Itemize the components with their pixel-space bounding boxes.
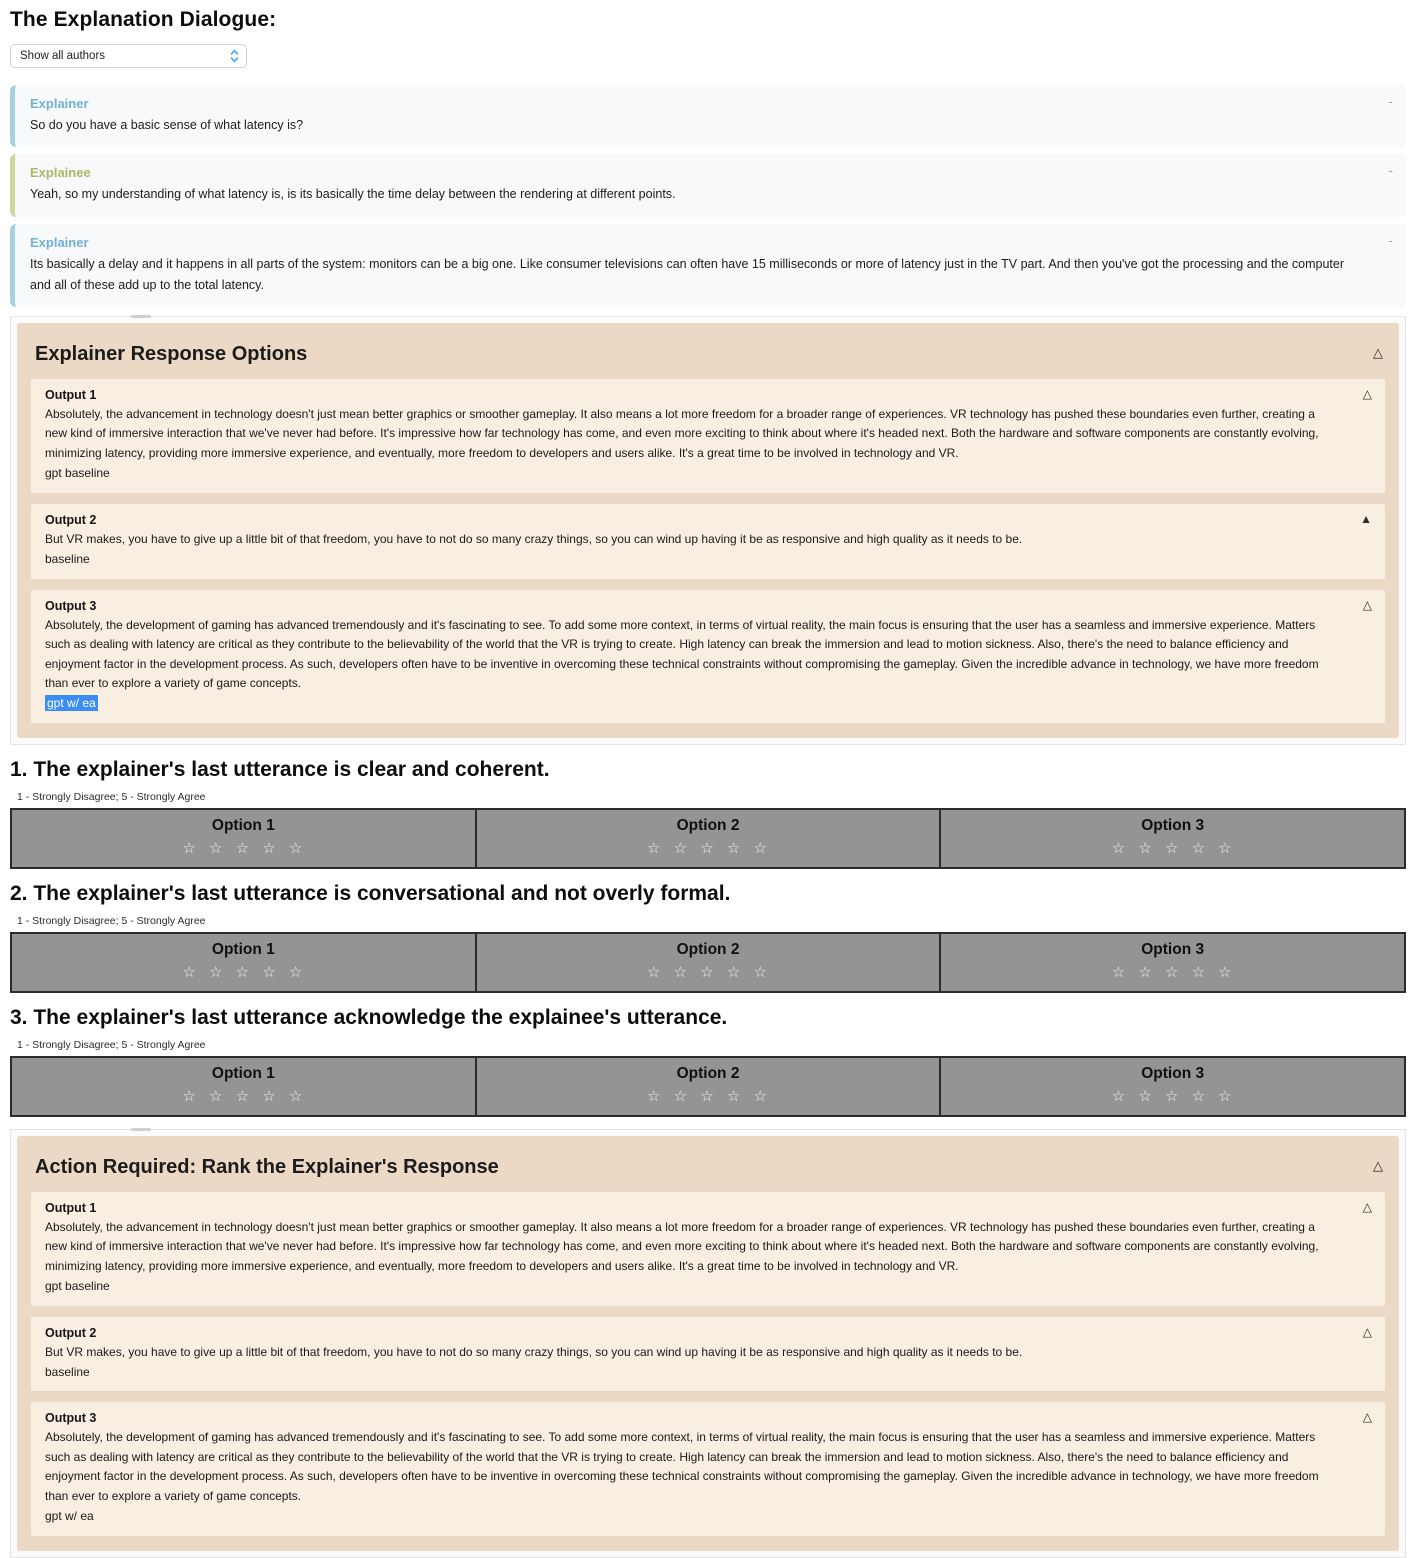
output-text: Absolutely, the advancement in technology doesn't just mean better graphics or smoother gameplay. It also means a lot more freedom for a broader range of experiences. VR technology has pushed these boundaries even further, creating a new kind of immersive interaction that we've never had before. It's impressive how far technology has come, and even more exciting to think about where it's headed next. Both the hardware and software components are constantly evolving, minimizing latency, providing more immersive experience, and eventually, more freedom to developers and users alike. It's a great time to be involved in technology and VR. xyxy=(45,407,1319,460)
rating-cell-option-1 xyxy=(12,934,475,991)
output-collapse-triangle-icon[interactable]: △ xyxy=(1362,597,1372,612)
star-rating[interactable]: ☆ ☆ ☆ ☆ ☆ xyxy=(1111,839,1234,857)
model-name: gpt baseline xyxy=(45,1279,110,1294)
output-card-3 xyxy=(31,590,1385,723)
output-text: Absolutely, the development of gaming has advanced tremendously and it's fascinating to see. To add some more context, in terms of virtual reality, the main focus is ensuring that the user has a seamless and immersive experience. Matters such as dealing with latency are critical as they contribute to the believability of the world that the VR is trying to create. High latency can break the immersion and lead to motion sickness. Also, there's the need to balance efficiency and enjoyment factor in the development process. As such, developers often have to be inventive in overcoming these technical constraints without compromising the gameplay. Given the incredible advance in technology, we have more freedom than ever to explore a variety of game concepts. xyxy=(45,617,1319,690)
rating-table xyxy=(10,1056,1406,1117)
drag-handle[interactable] xyxy=(131,315,151,318)
message-author-label: Explainer xyxy=(30,96,89,111)
output-label: Output 3 xyxy=(45,598,97,613)
output-collapse-triangle-icon[interactable]: △ xyxy=(1362,1410,1372,1425)
panel-collapse-triangle-icon[interactable]: △ xyxy=(1373,345,1383,360)
ranking-output-card-1 xyxy=(31,1192,1385,1306)
output-model-label xyxy=(45,694,1339,713)
rating-table xyxy=(10,932,1406,993)
output-label: Output 2 xyxy=(45,1325,97,1340)
output-collapse-triangle-icon[interactable]: △ xyxy=(1362,1199,1372,1214)
output-label: Output 1 xyxy=(45,1200,97,1215)
ranking-container xyxy=(10,1129,1406,1558)
output-model-label xyxy=(45,464,1339,483)
model-name: gpt w/ ea xyxy=(45,1509,94,1524)
ranking-panel xyxy=(17,1136,1399,1551)
option-header: Option 3 xyxy=(1141,1064,1205,1082)
rating-cell-option-3 xyxy=(939,810,1404,867)
output-collapse-triangle-icon[interactable]: △ xyxy=(1362,387,1372,401)
star-rating[interactable]: ☆ ☆ ☆ ☆ ☆ xyxy=(647,963,769,981)
author-filter-value: Show all authors xyxy=(20,50,106,62)
question-heading: 1. The explainer's last utterance is clear and coherent. xyxy=(10,757,550,781)
model-name-selected: gpt w/ ea xyxy=(47,696,96,711)
output-model-label xyxy=(45,550,1339,569)
question-2 xyxy=(10,882,1406,993)
rating-cell-option-2 xyxy=(475,1058,940,1115)
ranking-output-card-2 xyxy=(31,1317,1385,1392)
response-options-panel xyxy=(17,323,1399,738)
rating-table xyxy=(10,808,1406,869)
star-rating[interactable]: ☆ ☆ ☆ ☆ ☆ xyxy=(182,839,305,857)
output-text: But VR makes, you have to give up a little bit of that freedom, you have to not do so many crazy things, so you can wind up having it be as responsive and high quality as it needs to be. xyxy=(45,1344,1023,1359)
response-options-container xyxy=(10,316,1406,745)
rating-cell-option-3 xyxy=(939,934,1404,991)
rating-cell-option-1 xyxy=(12,810,475,867)
message-collapse-button[interactable]: - xyxy=(1388,94,1393,109)
output-text: Absolutely, the advancement in technology doesn't just mean better graphics or smoother gameplay. It also means a lot more freedom for a broader range of experiences. VR technology has pushed these boundaries even further, creating a new kind of immersive interaction that we've never had before. It's impressive how far technology has come, and even more exciting to think about where it's headed next. Both the hardware and software components are constantly evolving, minimizing latency, providing more immersive experience, and eventually, more freedom to developers and users alike. It's a great time to be involved in technology and VR. xyxy=(45,1219,1319,1273)
message-text: So do you have a basic sense of what latency is? xyxy=(30,118,304,132)
option-header: Option 2 xyxy=(676,940,740,958)
ranking-header xyxy=(31,1150,1385,1181)
question-3 xyxy=(10,1006,1406,1117)
dialogue-message xyxy=(10,154,1406,216)
output-card-2 xyxy=(31,504,1385,579)
rating-cell-option-1 xyxy=(12,1058,475,1115)
message-author-label: Explainee xyxy=(30,165,91,181)
option-header: Option 3 xyxy=(1141,940,1205,958)
question-heading: 2. The explainer's last utterance is conversational and not overly formal. xyxy=(10,881,731,905)
star-rating[interactable]: ☆ ☆ ☆ ☆ ☆ xyxy=(182,963,305,981)
rating-cell-option-3 xyxy=(939,1058,1404,1115)
question-scale-hint: 1 - Strongly Disagree; 5 - Strongly Agree xyxy=(17,914,206,927)
response-options-title: Explainer Response Options xyxy=(35,343,308,365)
option-header: Option 1 xyxy=(211,940,275,958)
question-scale-hint: 1 - Strongly Disagree; 5 - Strongly Agree xyxy=(17,790,206,803)
question-heading: 3. The explainer's last utterance acknowledge the explainee's utterance. xyxy=(10,1005,728,1029)
option-header: Option 2 xyxy=(676,1064,740,1082)
message-author-label: Explainer xyxy=(30,234,89,250)
model-name: gpt baseline xyxy=(45,466,110,481)
output-collapse-triangle-icon[interactable]: △ xyxy=(1362,1324,1372,1339)
star-rating[interactable]: ☆ ☆ ☆ ☆ ☆ xyxy=(1111,1087,1234,1105)
output-model-label xyxy=(45,1277,1339,1296)
star-rating[interactable]: ☆ ☆ ☆ ☆ ☆ xyxy=(647,839,769,857)
model-name: baseline xyxy=(45,1365,90,1379)
output-text: Absolutely, the development of gaming has advanced tremendously and it's fascinating to see. To add some more context, in terms of virtual reality, the main focus is ensuring that the user has a seamless and immersive experience. Matters such as dealing with latency are critical as they contribute to the believability of the world that the VR is trying to create. High latency can break the immersion and lead to motion sickness. Also, there's the need to balance efficiency and enjoyment factor in the development process. As such, developers often have to be inventive in overcoming these technical constraints without compromising the gameplay. Given the incredible advance in technology, we have more freedom than ever to explore a variety of game concepts. xyxy=(45,1430,1319,1503)
dialogue-message xyxy=(10,224,1406,308)
panel-collapse-triangle-icon[interactable]: △ xyxy=(1373,1157,1383,1173)
option-header: Option 2 xyxy=(676,816,740,834)
option-header: Option 3 xyxy=(1141,816,1205,834)
page-title: The Explanation Dialogue: xyxy=(10,8,277,31)
output-card-1 xyxy=(31,379,1385,493)
drag-handle[interactable] xyxy=(131,1128,151,1131)
output-label: Output 3 xyxy=(45,1411,97,1426)
ranking-title: Action Required: Rank the Explainer's Response xyxy=(35,1155,499,1178)
model-name: baseline xyxy=(45,552,90,567)
output-model-label xyxy=(45,1507,1339,1526)
message-text: Yeah, so my understanding of what latency is, is its basically the time delay between the rendering at different points. xyxy=(30,187,676,202)
option-header: Option 1 xyxy=(211,816,275,834)
response-options-header xyxy=(31,337,1385,368)
output-text: But VR makes, you have to give up a little bit of that freedom, you have to not do so many crazy things, so you can wind up having it be as responsive and high quality as it needs to be. xyxy=(45,531,1023,546)
rating-cell-option-2 xyxy=(475,934,940,991)
output-label: Output 1 xyxy=(45,388,97,402)
author-filter-select[interactable] xyxy=(10,44,247,68)
question-1 xyxy=(10,758,1406,869)
rating-cell-option-2 xyxy=(475,810,940,867)
message-collapse-button[interactable]: - xyxy=(1388,163,1393,179)
output-label: Output 2 xyxy=(45,512,97,527)
question-scale-hint: 1 - Strongly Disagree; 5 - Strongly Agree xyxy=(17,1038,206,1051)
dialogue-message-list xyxy=(10,85,1406,307)
ranking-output-card-3 xyxy=(31,1402,1385,1535)
option-header: Option 1 xyxy=(211,1064,275,1082)
star-rating[interactable]: ☆ ☆ ☆ ☆ ☆ xyxy=(1111,963,1234,981)
message-text: Its basically a delay and it happens in all parts of the system: monitors can be a big one. Like consumer televisions can often have 15 milliseconds or more of latency just in the TV part. And then you've got the processing and the computer and all of these add up to the total latency. xyxy=(30,256,1345,292)
message-collapse-button[interactable]: - xyxy=(1388,232,1393,248)
select-updown-chevron-icon xyxy=(230,49,239,63)
star-rating[interactable]: ☆ ☆ ☆ ☆ ☆ xyxy=(182,1087,305,1105)
star-rating[interactable]: ☆ ☆ ☆ ☆ ☆ xyxy=(647,1087,769,1105)
output-collapse-triangle-icon[interactable]: ▲ xyxy=(1360,511,1372,526)
dialogue-message xyxy=(10,85,1406,147)
